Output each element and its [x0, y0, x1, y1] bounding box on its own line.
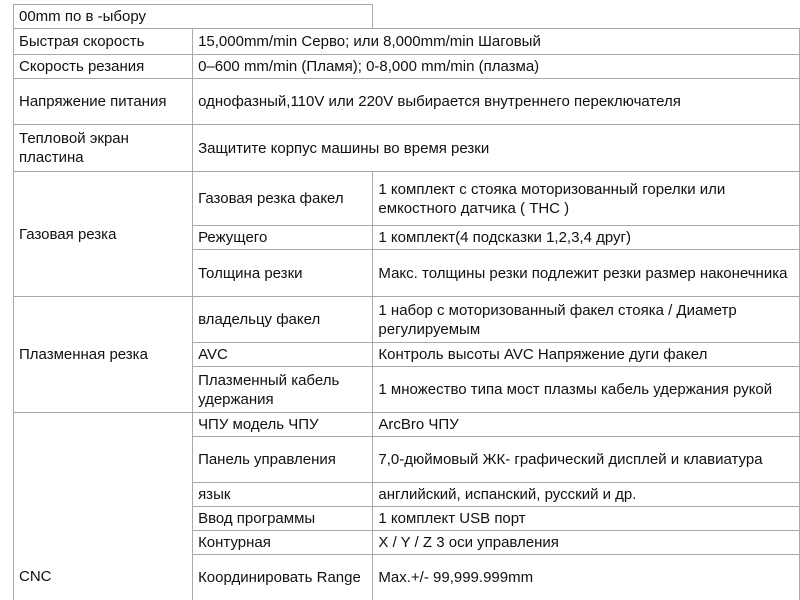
spec-label: Панель управления — [193, 437, 373, 483]
spec-table — [13, 4, 800, 600]
spec-label: Напряжение питания — [14, 79, 193, 125]
spec-label: язык — [193, 483, 373, 507]
table-row — [14, 125, 800, 172]
spec-label: Координировать Range — [193, 555, 373, 600]
table-row — [14, 297, 800, 343]
spec-label: AVC — [193, 343, 373, 367]
table-row — [14, 29, 800, 55]
spec-value: 1 набор с моторизованный факел стояка / Диаметр регулируемым — [373, 297, 800, 343]
table-row — [14, 413, 800, 437]
spec-value: 1 комплект(4 подсказки 1,2,3,4 друг) — [373, 226, 800, 250]
spec-value: Контроль высоты AVC Напряжение дуги факел — [373, 343, 800, 367]
spec-value: английский, испанский, русский и др. — [373, 483, 800, 507]
header-cell — [14, 5, 373, 29]
spec-label: Тепловой экран пластина — [14, 125, 193, 172]
table-row — [14, 172, 800, 226]
spec-label: Плазменный кабель удержания — [193, 367, 373, 413]
spec-value: 0–600 mm/min (Пламя); 0-8,000 mm/min (плазма) — [193, 55, 800, 79]
spec-label: Скорость резания — [14, 55, 193, 79]
spec-value: 1 комплект с стояка моторизованный горелки или емкостного датчика ( THC ) — [373, 172, 800, 226]
spec-value: Max.+/- 99,999.999mm — [373, 555, 800, 600]
spec-label: Быстрая скорость — [14, 29, 193, 55]
spec-value: 1 комплект USB порт — [373, 507, 800, 531]
table-row — [14, 55, 800, 79]
group-label-gas: Газовая резка — [14, 172, 193, 297]
spec-label: Газовая резка факел — [193, 172, 373, 226]
spec-value: Макс. толщины резки подлежит резки размер наконечника — [373, 250, 800, 297]
spec-value: 15,000mm/min Серво; или 8,000mm/min Шаговый — [193, 29, 800, 55]
spec-value: X / Y / Z 3 оси управления — [373, 531, 800, 555]
spec-label: владельцу факел — [193, 297, 373, 343]
spec-label: Режущего — [193, 226, 373, 250]
spec-value: Защитите корпус машины во время резки — [193, 125, 800, 172]
spec-value: ArcBro ЧПУ — [373, 413, 800, 437]
spec-value: однофазный,110V или 220V выбирается внутреннего переключателя — [193, 79, 800, 125]
page-header: 00mm по в -ыбору — [19, 8, 146, 25]
spec-label: ЧПУ модель ЧПУ — [193, 413, 373, 437]
spec-label: Ввод программы — [193, 507, 373, 531]
group-label-plasma: Плазменная резка — [14, 297, 193, 413]
table-row — [14, 5, 800, 29]
spec-value: 1 множество типа мост плазмы кабель удержания рукой — [373, 367, 800, 413]
spec-label: Контурная — [193, 531, 373, 555]
blank-cell — [373, 5, 800, 29]
spec-value: 7,0-дюймовый ЖК- графический дисплей и клавиатура — [373, 437, 800, 483]
spec-label: Толщина резки — [193, 250, 373, 297]
table-row — [14, 79, 800, 125]
group-label-cnc: CNC — [14, 413, 193, 600]
